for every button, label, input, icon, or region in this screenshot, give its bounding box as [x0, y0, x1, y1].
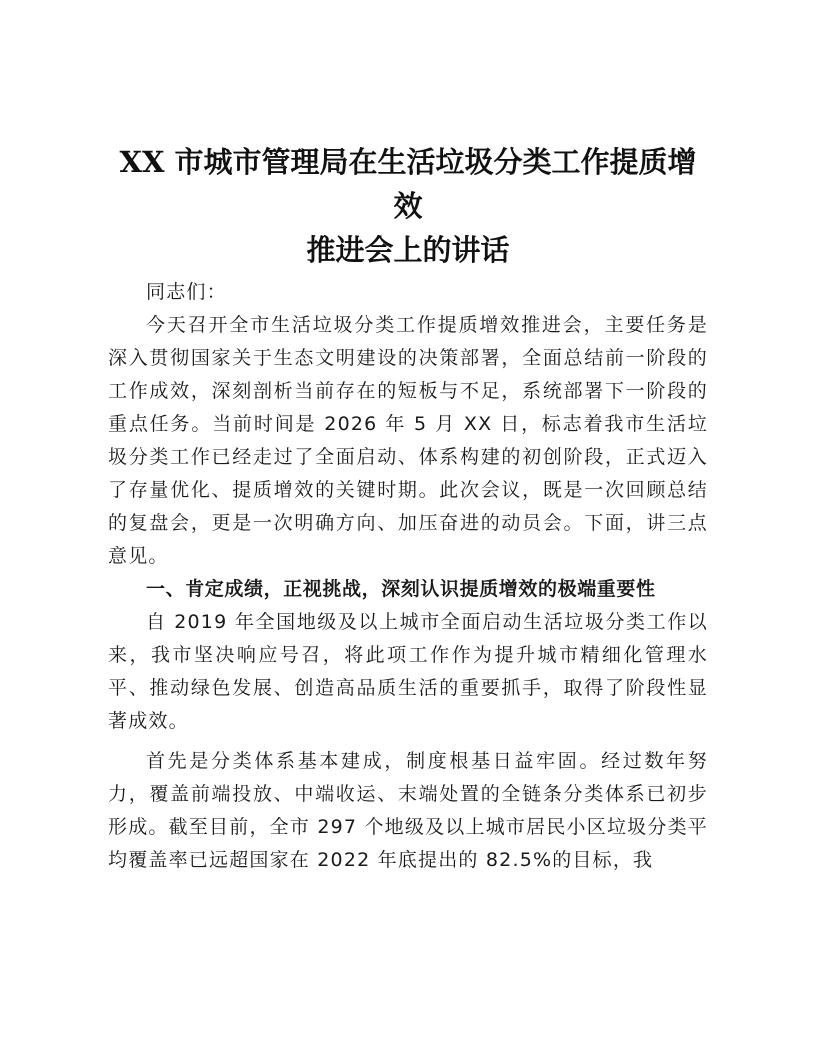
- salutation: 同志们：: [146, 281, 227, 303]
- body-paragraph-1: 自 2019 年全国地级及以上城市全面启动生活垃圾分类工作以来，我市坚决响应号召，将此项工作作为提升城市精细化管理水平、推动绿色发展、创造高品质生活的重要抓手，取得了阶段性显著成效。: [108, 611, 708, 732]
- document-page: [108, 140, 708, 877]
- intro-paragraph: 今天召开全市生活垃圾分类工作提质增效推进会，主要任务是深入贯彻国家关于生态文明建设的决策部署，全面总结前一阶段的工作成效，深刻剖析当前存在的短板与不足，系统部署下一阶段的重点任务。当前时间是 2026 年 5 月 XX 日，标志着我市生活垃圾分类工作已经走过了全面启动、体系构建的初创阶段，正式迈入了存量优化、提质增效的关键时期。此次会议，既是一次回顾总结的复盘会，更是一次明确方向、加压奋进的动员会。下面，讲三点意见。: [108, 314, 708, 567]
- title-line-2: 推进会上的讲话: [306, 233, 510, 267]
- section-heading-1: 一、肯定成绩，正视挑战，深刻认识提质增效的极端重要性: [146, 578, 656, 600]
- body-paragraph-2: 首先是分类体系基本建成，制度根基日益牢固。经过数年努力，覆盖前端投放、中端收运、末端处置的全链条分类体系已初步形成。截至目前，全市 297 个地级及以上城市居民小区垃圾分类平均覆盖率已远超国家在 2022 年底提出的 82.5%的目标，我: [108, 750, 708, 871]
- title-line-1: XX 市城市管理局在生活垃圾分类工作提质增效: [119, 145, 697, 223]
- document-body: [108, 276, 708, 877]
- document-title: [108, 140, 708, 272]
